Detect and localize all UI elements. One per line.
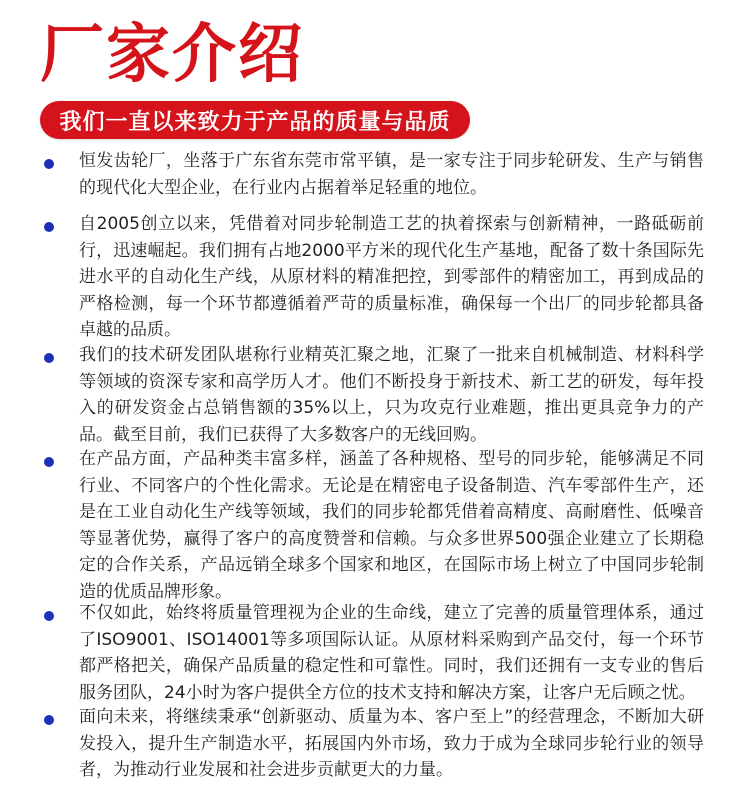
bullet-dot-icon — [44, 159, 54, 169]
paragraph-text: 在产品方面，产品种类丰富多样，涵盖了各种规格、型号的同步轮，能够满足不同行业、不同客户的个性化需求。无论是在精密电子设备制造、汽车零部件生产，还是在工业自动化生产线等领域，我们的同步轮都凭借着高精度、高耐磨性、低噪音等显著优势，赢得了客户的高度赞誉和信赖。与众多世界500强企业建立了长期稳定的合作关系，产品远销全球多个国家和地区，在国际市场上树立了中国同步轮制造的优质品牌形象。 — [79, 449, 704, 602]
bullet-dot-icon — [44, 611, 54, 621]
subtitle-text: 我们一直以来致力于产品的质量与品质 — [59, 109, 451, 135]
intro-paragraph — [44, 148, 704, 201]
future-paragraph — [44, 704, 704, 784]
paragraph-text: 不仅如此，始终将质量管理视为企业的生命线，建立了完善的质量管理体系，通过了ISO9001、ISO14001等多项国际认证。从原材料采购到产品交付，每一个环节都严格把关，确保产品质量的稳定性和可靠性。同时，我们还拥有一支专业的售后服务团队，24小时为客户提供全方位的技术支持和解决方案，让客户无后顾之忧。 — [79, 603, 704, 703]
rnd-paragraph — [44, 342, 704, 448]
subtitle-banner — [40, 101, 470, 139]
bullet-dot-icon — [44, 457, 54, 467]
bullet-dot-icon — [44, 353, 54, 363]
bullet-dot-icon — [44, 222, 54, 232]
paragraph-text: 面向未来，将继续秉承“创新驱动、质量为本、客户至上”的经营理念，不断加大研发投入，提升生产制造水平，拓展国内外市场，致力于成为全球同步轮行业的领导者，为推动行业发展和社会进步贡献更大的力量。 — [79, 707, 704, 780]
product-paragraph — [44, 446, 704, 605]
history-paragraph — [44, 211, 704, 344]
paragraph-text: 自2005创立以来，凭借着对同步轮制造工艺的执着探索与创新精神，一路砥砺前行，迅速崛起。我们拥有占地2000平方米的现代化生产基地，配备了数十条国际先进水平的自动化生产线，从原材料的精准把控，到零部件的精密加工，再到成品的严格检测，每一个环节都遵循着严苛的质量标准，确保每一个出厂的同步轮都具备卓越的品质。 — [79, 214, 704, 340]
paragraph-text: 我们的技术研发团队堪称行业精英汇聚之地，汇聚了一批来自机械制造、材料科学等领域的资深专家和高学历人才。他们不断投身于新技术、新工艺的研发，每年投入的研发资金占总销售额的35%以上，只为攻克行业难题，推出更具竞争力的产品。截至目前，我们已获得了大多数客户的无线回购。 — [79, 345, 704, 445]
paragraph-text: 恒发齿轮厂，坐落于广东省东莞市常平镇，是一家专注于同步轮研发、生产与销售的现代化大型企业，在行业内占据着举足轻重的地位。 — [79, 151, 704, 198]
quality-paragraph — [44, 600, 704, 706]
page-title: 厂家介绍 — [40, 17, 304, 92]
bullet-dot-icon — [44, 715, 54, 725]
